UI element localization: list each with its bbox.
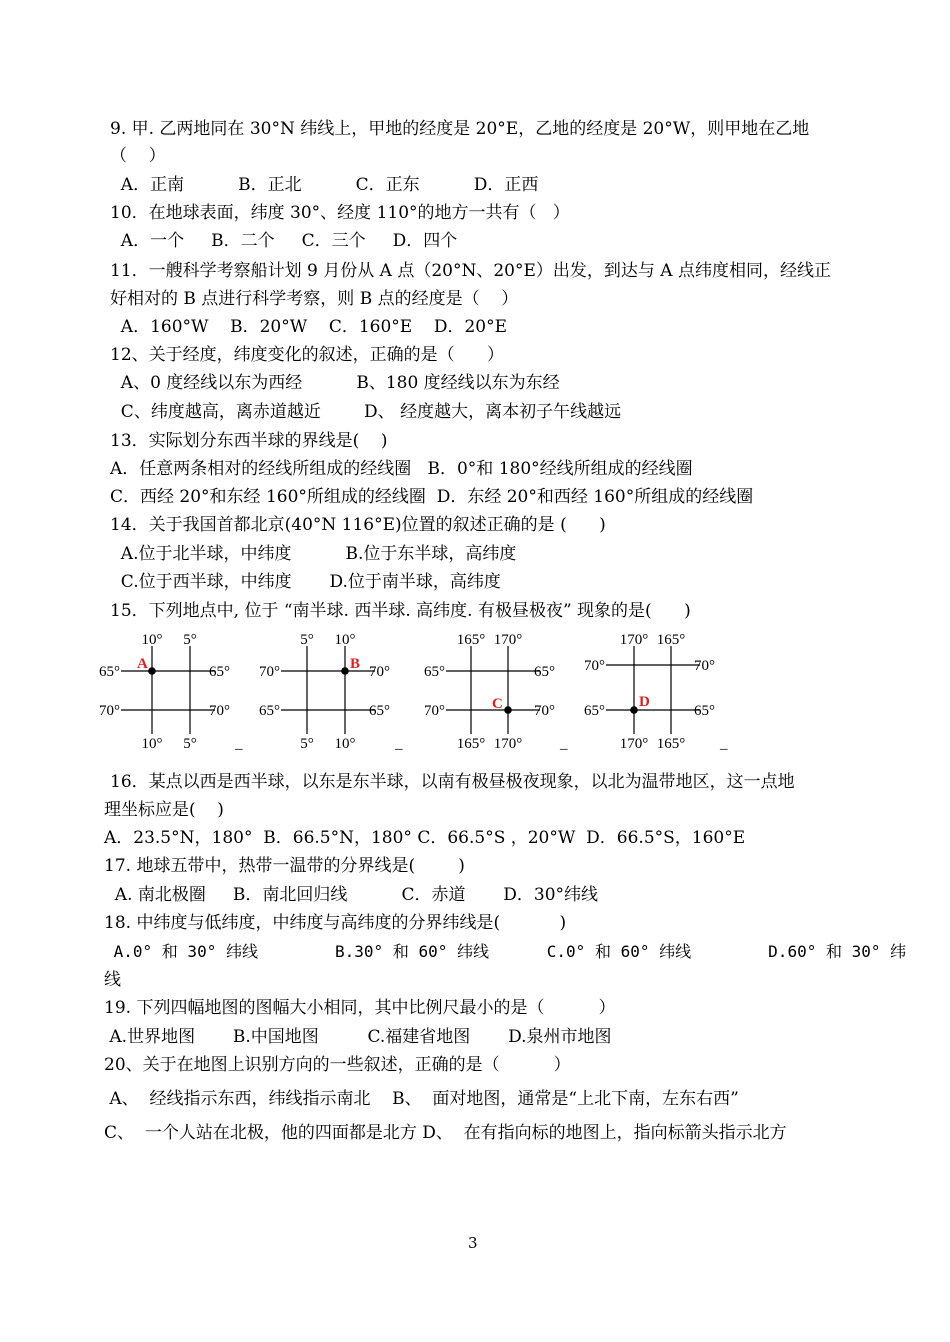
longitude-label: 165° — [656, 736, 686, 752]
longitude-label: 10° — [141, 632, 163, 648]
q11-stem-cont: 好相对的 B 点进行科学考察，则 B 点的经度是（ ） — [110, 289, 519, 309]
q19-stem: 19. 下列四幅地图的图幅大小相同，其中比例尺最小的是（ ） — [104, 998, 616, 1018]
longitude-label: 170° — [493, 632, 523, 648]
q13-options-ab: A．任意两条相对的经线所组成的经线圈 B．0°和 180°经线所组成的经线圈 — [110, 459, 693, 479]
answer-blank: _ — [395, 736, 403, 752]
page-number: 3 — [468, 1234, 478, 1252]
q20-options-cd: C、 一个人站在北极，他的四面都是北方 D、 在有指向标的地图上，指向标箭头指示北方 — [104, 1123, 787, 1143]
q18-options: A.0° 和 30° 纬线 B.30° 和 60° 纬线 C.0° 和 60° 纬线 D.60° 和 30° 纬 — [104, 942, 907, 961]
q9-answer-blank: （ ） — [110, 146, 166, 166]
longitude-label: 10° — [141, 736, 163, 752]
q13-stem: 13．实际划分东西半球的界线是( ) — [110, 431, 388, 451]
q12-options-ab: A、0 度经线以东为西经 B、180 度经线以东为东经 — [110, 373, 560, 393]
latitude-label: 65° — [259, 703, 280, 719]
q13-options-cd: C．西经 20°和东经 160°所组成的经线圈 D．东经 20°和西经 160°所组成的经线圈 — [110, 487, 754, 507]
q20-options-ab: A、 经线指示东西，纬线指示南北 B、 面对地图，通常是“上北下南，左东右西” — [104, 1089, 739, 1109]
latitude-label: 65° — [369, 703, 390, 719]
longitude-label: 5° — [300, 632, 314, 648]
point-label-d: D — [639, 694, 650, 710]
q19-options: A.世界地图 B.中国地图 C.福建省地图 D.泉州市地图 — [104, 1027, 612, 1047]
latitude-label: 70° — [209, 703, 230, 719]
latitude-label: 70° — [584, 658, 605, 674]
longitude-label: 170° — [493, 736, 523, 752]
q18-options-wrap: 线 — [104, 970, 121, 990]
q11-stem: 11．一艘科学考察船计划 9 月份从 A 点（20°N、20°E）出发，到达与 A 点纬度相同，经线正 — [110, 261, 831, 281]
q18-stem: 18. 中纬度与低纬度，中纬度与高纬度的分界纬线是( ) — [104, 913, 567, 933]
q12-stem: 12、关于经度，纬度变化的叙述，正确的是（ ） — [110, 345, 505, 365]
longitude-label: 165° — [656, 632, 686, 648]
q17-stem: 17. 地球五带中，热带一温带的分界线是( ) — [104, 856, 465, 876]
q9-options: A．正南 B．正北 C．正东 D．正西 — [110, 175, 539, 195]
q12-options-cd: C、纬度越高，离赤道越近 D、 经度越大，离本初子午线越远 — [110, 402, 622, 422]
longitude-label: 10° — [334, 632, 356, 648]
answer-blank: _ — [720, 736, 728, 752]
location-dot — [504, 706, 512, 714]
q15-stem: 15．下列地点中, 位于 “南半球. 西半球. 高纬度. 有极昼极夜” 现象的是( ) — [110, 601, 691, 621]
point-label-b: B — [350, 656, 361, 672]
location-dot — [148, 667, 156, 675]
q14-options-cd: C.位于西半球，中纬度 D.位于南半球，高纬度 — [110, 572, 501, 592]
location-dot — [630, 706, 638, 714]
latitude-label: 70° — [424, 703, 445, 719]
q20-stem: 20、关于在地图上识别方向的一些叙述，正确的是（ ） — [104, 1055, 571, 1075]
point-label-c: C — [492, 696, 503, 712]
answer-blank: _ — [235, 736, 243, 752]
latitude-label: 70° — [534, 703, 555, 719]
answer-blank: _ — [560, 736, 568, 752]
latitude-label: 65° — [99, 664, 120, 680]
longitude-label: 10° — [334, 736, 356, 752]
q10-options: A．一个 B．二个 C．三个 D．四个 — [110, 231, 458, 251]
q16-options: A．23.5°N，180° B．66.5°N，180° C．66.5°S ，20°W D．66.5°S，160°E — [104, 828, 746, 848]
latitude-label: 65° — [424, 664, 445, 680]
latitude-label: 65° — [694, 703, 715, 719]
longitude-label: 5° — [183, 736, 197, 752]
q17-options: A. 南北极圈 B．南北回归线 C．赤道 D．30°纬线 — [104, 885, 599, 905]
latitude-label: 70° — [99, 703, 120, 719]
latitude-label: 65° — [534, 664, 555, 680]
latitude-label: 65° — [209, 664, 230, 680]
latitude-label: 70° — [694, 658, 715, 674]
latitude-label: 70° — [259, 664, 280, 680]
q10-stem: 10．在地球表面，纬度 30°、经度 110°的地方一共有（ ） — [110, 203, 570, 223]
longitude-label: 165° — [456, 632, 486, 648]
latitude-label: 65° — [584, 703, 605, 719]
point-label-a: A — [137, 656, 148, 672]
q14-stem: 14．关于我国首都北京(40°N 116°E)位置的叙述正确的是 ( ) — [110, 515, 606, 535]
q15-grid-diagrams — [95, 628, 755, 756]
longitude-label: 170° — [619, 632, 649, 648]
longitude-label: 165° — [456, 736, 486, 752]
location-dot — [341, 667, 349, 675]
q16-stem: 16．某点以西是西半球，以东是东半球，以南有极昼极夜现象，以北为温带地区，这一点地 — [110, 772, 795, 792]
q14-options-ab: A.位于北半球，中纬度 B.位于东半球，高纬度 — [110, 544, 517, 564]
q11-options: A．160°W B．20°W C．160°E D．20°E — [110, 317, 507, 337]
longitude-label: 5° — [183, 632, 197, 648]
longitude-label: 5° — [300, 736, 314, 752]
q16-stem-cont: 理坐标应是( ) — [104, 800, 224, 820]
longitude-label: 170° — [619, 736, 649, 752]
latitude-label: 70° — [369, 664, 390, 680]
q9-stem: 9. 甲. 乙两地同在 30°N 纬线上，甲地的经度是 20°E，乙地的经度是 20°W，则甲地在乙地 — [110, 119, 810, 139]
